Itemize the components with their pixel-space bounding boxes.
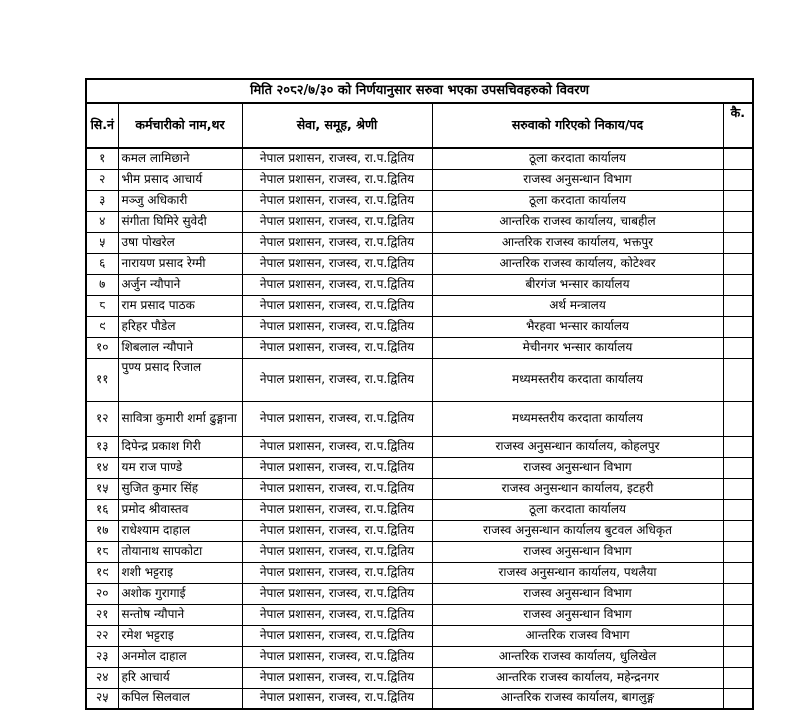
- column-header-employee-name: कर्मचारीको नाम,थर: [118, 103, 242, 148]
- cell-serial-number: २१: [86, 604, 118, 625]
- cell-service-group-class: नेपाल प्रशासन, राजस्व, रा.प.द्वितिय: [242, 190, 432, 211]
- cell-employee-name: नारायण प्रसाद रेग्मी: [118, 253, 242, 274]
- cell-serial-number: १०: [86, 337, 118, 358]
- table-row: [86, 604, 753, 625]
- cell-service-group-class: नेपाल प्रशासन, राजस्व, रा.प.द्वितिय: [242, 358, 432, 401]
- cell-transferred-office: आन्तरिक राजस्व कार्यालय, महेन्द्रनगर: [432, 667, 723, 688]
- cell-service-group-class: नेपाल प्रशासन, राजस्व, रा.प.द्वितिय: [242, 478, 432, 499]
- cell-employee-name: प्रमोद श्रीवास्तव: [118, 499, 242, 520]
- table-row: [86, 646, 753, 667]
- cell-employee-name: कमल लामिछाने: [118, 148, 242, 169]
- cell-serial-number: २२: [86, 625, 118, 646]
- cell-serial-number: २: [86, 169, 118, 190]
- cell-remarks: [723, 520, 753, 541]
- table-title: मिति २०८२/७/३० को निर्णयानुसार सरुवा भएका उपसचिवहरुको विवरण: [86, 79, 753, 103]
- cell-transferred-office: राजस्व अनुसन्धान कार्यालय बुटवल अधिकृत: [432, 520, 723, 541]
- cell-transferred-office: राजस्व अनुसन्धान कार्यालय, पथलैया: [432, 562, 723, 583]
- cell-transferred-office: ठूला करदाता कार्यालय: [432, 499, 723, 520]
- cell-employee-name: हरि आचार्य: [118, 667, 242, 688]
- transfer-table-container: [85, 78, 752, 710]
- cell-transferred-office: आन्तरिक राजस्व कार्यालय, कोटेश्वर: [432, 253, 723, 274]
- cell-service-group-class: नेपाल प्रशासन, राजस्व, रा.प.द्वितिय: [242, 274, 432, 295]
- cell-remarks: [723, 295, 753, 316]
- cell-transferred-office: राजस्व अनुसन्धान विभाग: [432, 541, 723, 562]
- table-row: [86, 478, 753, 499]
- cell-serial-number: ७: [86, 274, 118, 295]
- cell-transferred-office: आन्तरिक राजस्व कार्यालय, चाबहील: [432, 211, 723, 232]
- cell-transferred-office: आन्तरिक राजस्व विभाग: [432, 625, 723, 646]
- cell-service-group-class: नेपाल प्रशासन, राजस्व, रा.प.द्वितिय: [242, 541, 432, 562]
- table-row: [86, 274, 753, 295]
- cell-transferred-office: आन्तरिक राजस्व कार्यालय, धुलिखेल: [432, 646, 723, 667]
- cell-service-group-class: नेपाल प्रशासन, राजस्व, रा.प.द्वितिय: [242, 211, 432, 232]
- cell-serial-number: ९: [86, 316, 118, 337]
- table-title-row: [86, 79, 753, 103]
- cell-serial-number: २३: [86, 646, 118, 667]
- cell-transferred-office: राजस्व अनुसन्धान विभाग: [432, 457, 723, 478]
- cell-serial-number: ४: [86, 211, 118, 232]
- table-row: [86, 583, 753, 604]
- cell-remarks: [723, 436, 753, 457]
- cell-serial-number: ३: [86, 190, 118, 211]
- cell-serial-number: १९: [86, 562, 118, 583]
- cell-employee-name: सुजित कुमार सिंह: [118, 478, 242, 499]
- table-row: [86, 520, 753, 541]
- cell-remarks: [723, 211, 753, 232]
- cell-remarks: [723, 478, 753, 499]
- transfer-table: [85, 78, 754, 710]
- table-row: [86, 358, 753, 401]
- table-row: [86, 211, 753, 232]
- table-row: [86, 625, 753, 646]
- cell-transferred-office: राजस्व अनुसन्धान विभाग: [432, 604, 723, 625]
- column-header-remarks: कै.: [723, 103, 753, 148]
- cell-employee-name: उषा पोखरेल: [118, 232, 242, 253]
- cell-remarks: [723, 583, 753, 604]
- table-row: [86, 401, 753, 436]
- cell-service-group-class: नेपाल प्रशासन, राजस्व, रा.प.द्वितिय: [242, 499, 432, 520]
- cell-transferred-office: राजस्व अनुसन्धान विभाग: [432, 169, 723, 190]
- cell-serial-number: ८: [86, 295, 118, 316]
- table-row: [86, 562, 753, 583]
- table-body: [86, 148, 753, 709]
- cell-remarks: [723, 401, 753, 436]
- column-header-service-group-class: सेवा, समूह, श्रेणी: [242, 103, 432, 148]
- cell-service-group-class: नेपाल प्रशासन, राजस्व, रा.प.द्वितिय: [242, 169, 432, 190]
- cell-remarks: [723, 499, 753, 520]
- cell-transferred-office: मेचीनगर भन्सार कार्यालय: [432, 337, 723, 358]
- cell-employee-name: संगीता घिमिरे सुवेदी: [118, 211, 242, 232]
- table-header-row: [86, 103, 753, 148]
- cell-transferred-office: मध्यमस्तरीय करदाता कार्यालय: [432, 401, 723, 436]
- cell-serial-number: १: [86, 148, 118, 169]
- cell-serial-number: १५: [86, 478, 118, 499]
- cell-remarks: [723, 358, 753, 401]
- cell-employee-name: तोयानाथ सापकोटा: [118, 541, 242, 562]
- cell-service-group-class: नेपाल प्रशासन, राजस्व, रा.प.द्वितिय: [242, 316, 432, 337]
- cell-service-group-class: नेपाल प्रशासन, राजस्व, रा.प.द्वितिय: [242, 232, 432, 253]
- cell-remarks: [723, 337, 753, 358]
- cell-transferred-office: राजस्व अनुसन्धान कार्यालय, कोहलपुर: [432, 436, 723, 457]
- cell-remarks: [723, 274, 753, 295]
- cell-service-group-class: नेपाल प्रशासन, राजस्व, रा.प.द्वितिय: [242, 401, 432, 436]
- cell-remarks: [723, 190, 753, 211]
- cell-serial-number: १७: [86, 520, 118, 541]
- cell-employee-name: भीम प्रसाद आचार्य: [118, 169, 242, 190]
- table-row: [86, 337, 753, 358]
- cell-serial-number: ६: [86, 253, 118, 274]
- cell-serial-number: १४: [86, 457, 118, 478]
- cell-transferred-office: मध्यमस्तरीय करदाता कार्यालय: [432, 358, 723, 401]
- cell-employee-name: दिपेन्द्र प्रकाश गिरी: [118, 436, 242, 457]
- cell-employee-name: शिबलाल न्यौपाने: [118, 337, 242, 358]
- cell-serial-number: २४: [86, 667, 118, 688]
- cell-service-group-class: नेपाल प्रशासन, राजस्व, रा.प.द्वितिय: [242, 562, 432, 583]
- cell-employee-name: पुण्य प्रसाद रिजाल: [118, 358, 242, 401]
- cell-transferred-office: आन्तरिक राजस्व कार्यालय, भक्तपुर: [432, 232, 723, 253]
- cell-remarks: [723, 169, 753, 190]
- cell-service-group-class: नेपाल प्रशासन, राजस्व, रा.प.द्वितिय: [242, 337, 432, 358]
- cell-service-group-class: नेपाल प्रशासन, राजस्व, रा.प.द्वितिय: [242, 625, 432, 646]
- table-row: [86, 316, 753, 337]
- table-row: [86, 232, 753, 253]
- cell-transferred-office: अर्थ मन्त्रालय: [432, 295, 723, 316]
- cell-service-group-class: नेपाल प्रशासन, राजस्व, रा.प.द्वितिय: [242, 253, 432, 274]
- table-row: [86, 148, 753, 169]
- cell-employee-name: सावित्रा कुमारी शर्मा ढुङ्गाना: [118, 401, 242, 436]
- cell-serial-number: ५: [86, 232, 118, 253]
- table-row: [86, 688, 753, 709]
- cell-remarks: [723, 457, 753, 478]
- cell-service-group-class: नेपाल प्रशासन, राजस्व, रा.प.द्वितिय: [242, 604, 432, 625]
- column-header-transferred-office: सरुवाको गरिएको निकाय/पद: [432, 103, 723, 148]
- table-row: [86, 457, 753, 478]
- cell-employee-name: राधेश्याम दाहाल: [118, 520, 242, 541]
- cell-remarks: [723, 148, 753, 169]
- cell-remarks: [723, 625, 753, 646]
- table-row: [86, 667, 753, 688]
- cell-service-group-class: नेपाल प्रशासन, राजस्व, रा.प.द्वितिय: [242, 295, 432, 316]
- cell-transferred-office: ठूला करदाता कार्यालय: [432, 190, 723, 211]
- cell-serial-number: १२: [86, 401, 118, 436]
- cell-service-group-class: नेपाल प्रशासन, राजस्व, रा.प.द्वितिय: [242, 457, 432, 478]
- cell-employee-name: अर्जुन न्यौपाने: [118, 274, 242, 295]
- cell-service-group-class: नेपाल प्रशासन, राजस्व, रा.प.द्वितिय: [242, 688, 432, 709]
- cell-transferred-office: भैरहवा भन्सार कार्यालय: [432, 316, 723, 337]
- cell-serial-number: ११: [86, 358, 118, 401]
- cell-employee-name: राम प्रसाद पाठक: [118, 295, 242, 316]
- cell-serial-number: १६: [86, 499, 118, 520]
- column-header-serial-number: सि.नं: [86, 103, 118, 148]
- cell-remarks: [723, 688, 753, 709]
- cell-remarks: [723, 232, 753, 253]
- cell-service-group-class: नेपाल प्रशासन, राजस्व, रा.प.द्वितिय: [242, 148, 432, 169]
- cell-employee-name: कपिल सिलवाल: [118, 688, 242, 709]
- cell-employee-name: यम राज पाण्डे: [118, 457, 242, 478]
- cell-serial-number: २५: [86, 688, 118, 709]
- table-row: [86, 436, 753, 457]
- cell-employee-name: अशोक गुरागाई: [118, 583, 242, 604]
- cell-transferred-office: राजस्व अनुसन्धान विभाग: [432, 583, 723, 604]
- cell-serial-number: २०: [86, 583, 118, 604]
- cell-employee-name: हरिहर पौडेल: [118, 316, 242, 337]
- cell-remarks: [723, 253, 753, 274]
- cell-serial-number: १८: [86, 541, 118, 562]
- cell-employee-name: सन्तोष न्यौपाने: [118, 604, 242, 625]
- cell-employee-name: अनमोल दाहाल: [118, 646, 242, 667]
- table-row: [86, 541, 753, 562]
- cell-employee-name: रमेश भट्टराइ: [118, 625, 242, 646]
- cell-remarks: [723, 604, 753, 625]
- table-row: [86, 499, 753, 520]
- cell-remarks: [723, 541, 753, 562]
- cell-transferred-office: आन्तरिक राजस्व कार्यालय, बागलुङ्ग: [432, 688, 723, 709]
- cell-service-group-class: नेपाल प्रशासन, राजस्व, रा.प.द्वितिय: [242, 436, 432, 457]
- cell-transferred-office: राजस्व अनुसन्धान कार्यालय, इटहरी: [432, 478, 723, 499]
- cell-employee-name: मञ्जु अधिकारी: [118, 190, 242, 211]
- cell-serial-number: १३: [86, 436, 118, 457]
- table-row: [86, 190, 753, 211]
- cell-employee-name: शशी भट्टराइ: [118, 562, 242, 583]
- cell-remarks: [723, 316, 753, 337]
- table-row: [86, 295, 753, 316]
- table-row: [86, 169, 753, 190]
- cell-transferred-office: ठूला करदाता कार्यालय: [432, 148, 723, 169]
- table-row: [86, 253, 753, 274]
- cell-remarks: [723, 646, 753, 667]
- cell-remarks: [723, 667, 753, 688]
- cell-remarks: [723, 562, 753, 583]
- cell-service-group-class: नेपाल प्रशासन, राजस्व, रा.प.द्वितिय: [242, 667, 432, 688]
- cell-service-group-class: नेपाल प्रशासन, राजस्व, रा.प.द्वितिय: [242, 583, 432, 604]
- cell-service-group-class: नेपाल प्रशासन, राजस्व, रा.प.द्वितिय: [242, 646, 432, 667]
- cell-transferred-office: बीरगंज भन्सार कार्यालय: [432, 274, 723, 295]
- cell-service-group-class: नेपाल प्रशासन, राजस्व, रा.प.द्वितिय: [242, 520, 432, 541]
